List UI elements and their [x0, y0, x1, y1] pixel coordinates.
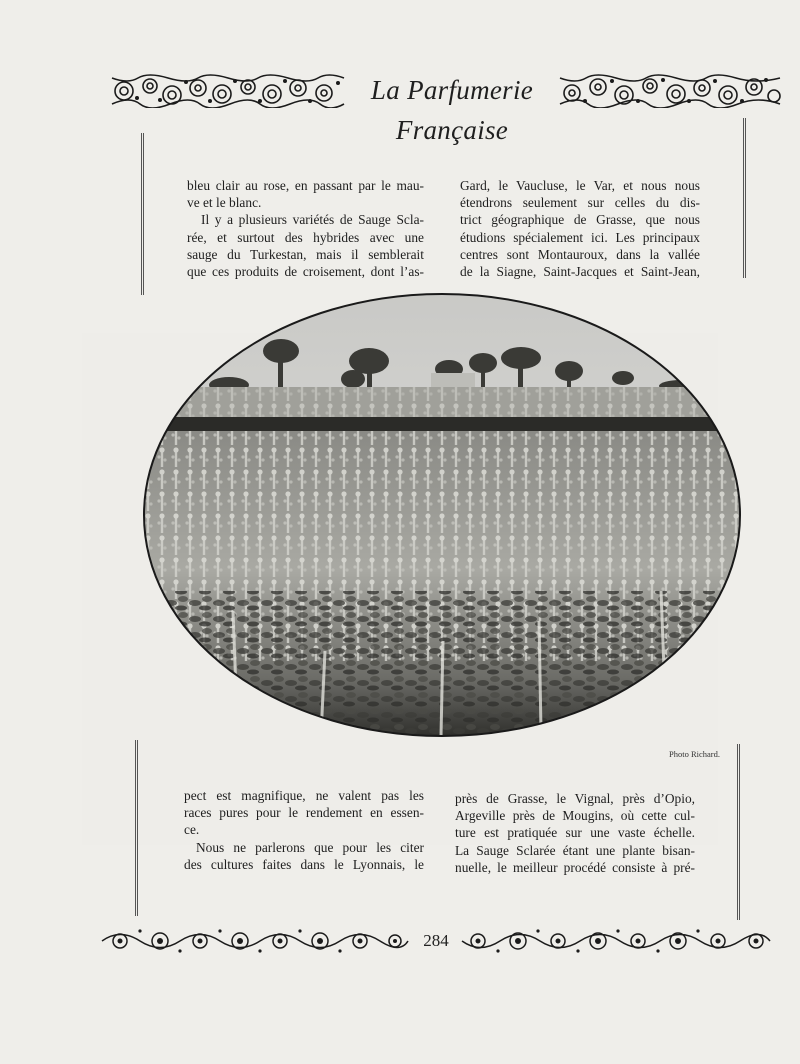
footer-left-ornament — [100, 926, 410, 956]
page-number: 284 — [423, 931, 449, 950]
text-line: de la Siagne, Saint-Jacques et Saint-Jean, — [460, 264, 700, 280]
bottom-left-rule — [135, 740, 138, 916]
bottom-right-rule — [737, 744, 740, 920]
text-line: Il y a plusieurs variétés de Sauge Scla- — [201, 212, 424, 228]
text-line: étudions spécialement ici. Les principaux — [460, 229, 700, 245]
text-line: pect est magnifique, ne valent pas les — [184, 788, 424, 803]
text-line: étendrons seulement sur celles du dis- — [460, 195, 700, 211]
text-line: centres sont Montauroux, dans la vallée — [460, 246, 700, 262]
photo-credit: Photo Richard. — [669, 749, 720, 759]
page-footer — [100, 924, 772, 958]
clary-sage-field-photo — [141, 291, 743, 739]
text-line: près de Grasse, le Vignal, près d’Opio, — [455, 791, 695, 806]
text-line: ce. — [184, 822, 200, 838]
right-floral-ornament — [558, 74, 782, 108]
top-right-rule — [743, 118, 746, 278]
text-line: trict géographique de Grasse, que nous — [460, 212, 700, 228]
text-line: Gard, le Vaucluse, le Var, et nous nous — [460, 178, 700, 193]
text-line: rée, et surtout des hybrides avec une — [187, 229, 424, 245]
page-header — [110, 70, 782, 145]
top-left-rule — [141, 133, 144, 295]
text-line: Nous ne parlerons que pour les citer — [196, 839, 424, 855]
top-right-column — [460, 177, 700, 280]
text-line: ture est pratiquée sur une vaste échelle. — [455, 825, 695, 841]
text-line: ve et le blanc. — [187, 195, 262, 211]
text-line: des cultures faites dans le Lyonnais, le — [184, 856, 424, 872]
top-left-column — [187, 177, 424, 280]
text-line: Argeville près de Mougins, où cette cul- — [455, 808, 695, 824]
bottom-left-column — [184, 787, 424, 873]
magazine-title: La Parfumerie Française — [370, 75, 534, 145]
bottom-right-column — [455, 790, 695, 876]
text-line: bleu clair au rose, en passant par le mau- — [187, 178, 424, 193]
footer-right-ornament — [460, 926, 772, 956]
text-line: La Sauge Sclarée étant une plante bisan- — [455, 842, 695, 858]
text-line: nuelle, le meilleur procédé consiste à pré- — [455, 859, 695, 875]
text-line: que ces produits de croisement, dont l’as- — [187, 264, 424, 280]
left-floral-ornament — [110, 74, 346, 108]
text-line: sauge du Turkestan, mais il semblerait — [187, 246, 424, 262]
text-line: races pures pour le rendement en essen- — [184, 805, 424, 821]
